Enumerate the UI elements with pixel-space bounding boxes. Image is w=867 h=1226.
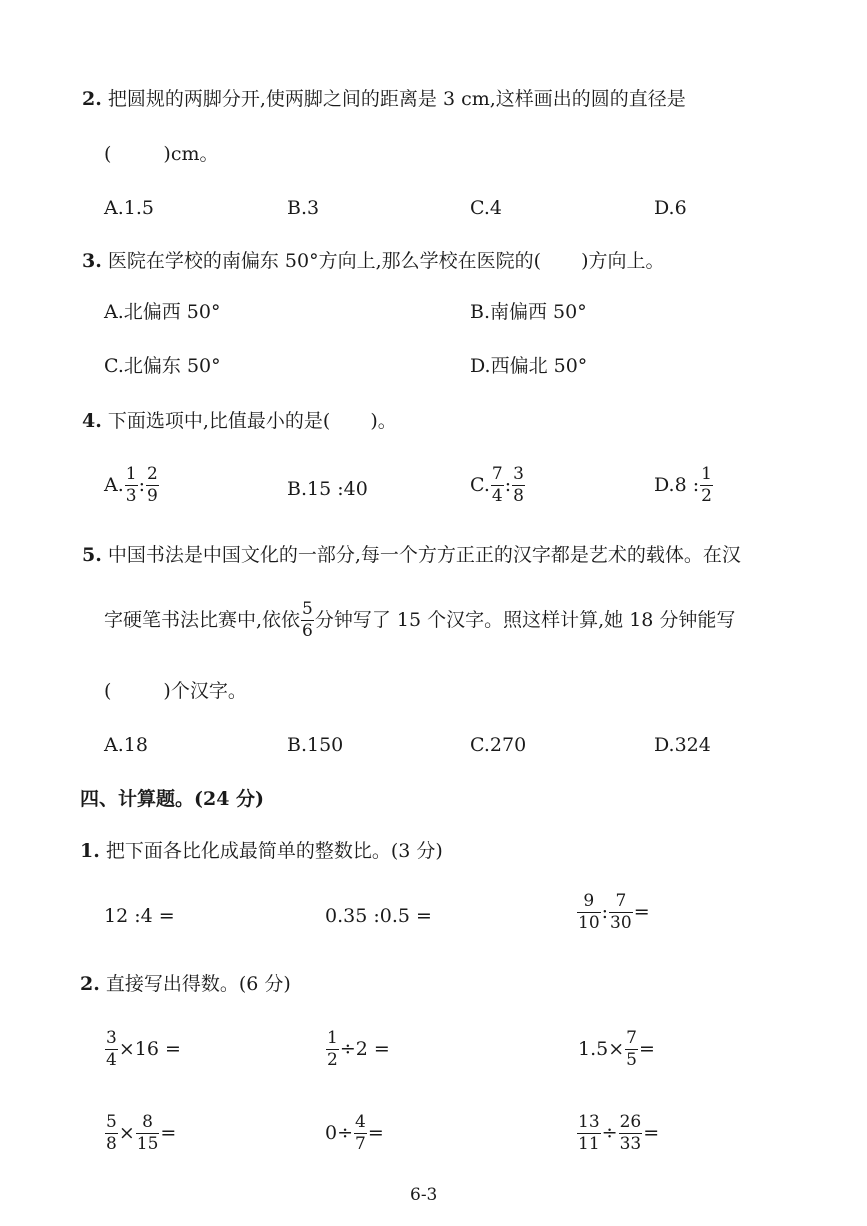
expression: 0÷ xyxy=(325,1121,354,1144)
question-text: 把下面各比化成最简单的整数比。(3 分) xyxy=(105,840,443,862)
option-d[interactable] xyxy=(654,466,714,506)
option-d[interactable]: D.6 xyxy=(654,197,687,219)
fraction: $\frac{3}{4}$ xyxy=(106,1028,117,1070)
operator: ÷ xyxy=(601,1121,618,1144)
question-2 xyxy=(82,90,686,109)
question-text: 把圆规的两脚分开,使两脚之间的距离是 3 cm,这样画出的圆的直径是 xyxy=(107,88,686,110)
fraction: $\frac{7}{5}$ xyxy=(626,1028,637,1070)
fraction: $\frac{13}{11}$ xyxy=(578,1112,600,1154)
calc-item[interactable] xyxy=(578,1030,655,1070)
fraction: $\frac{3}{8}$ xyxy=(513,464,524,506)
question-text: 字硬笔书法比赛中,依依 xyxy=(104,608,301,631)
question-number: 2. xyxy=(80,973,100,995)
fraction: $\frac{1}{3}$ xyxy=(125,464,137,506)
question-number: 4. xyxy=(82,410,102,432)
calc-item[interactable] xyxy=(104,1030,181,1070)
question-text: )方向上。 xyxy=(581,250,665,272)
equals: = xyxy=(160,1121,177,1144)
calc-item[interactable]: 0.35 :0.5 = xyxy=(325,905,432,927)
option-d[interactable]: D.西偏北 50° xyxy=(470,355,588,377)
option-label: A. xyxy=(104,473,124,496)
fraction: $\frac{5}{8}$ xyxy=(106,1112,117,1154)
expression: ×16 = xyxy=(118,1037,181,1060)
option-a[interactable]: A.1.5 xyxy=(104,197,154,219)
calc-item[interactable]: 12 :4 = xyxy=(104,905,175,927)
question-3 xyxy=(82,252,664,271)
option-label: D.8 : xyxy=(654,473,700,496)
fraction: $\frac{5}{6}$ xyxy=(302,599,313,641)
equals: = xyxy=(367,1121,384,1144)
expression: ÷2 = xyxy=(339,1037,390,1060)
colon: : xyxy=(601,900,609,923)
blank-open: ( xyxy=(104,143,112,165)
question-number: 1. xyxy=(80,840,100,862)
question-number: 5. xyxy=(82,544,102,566)
equals: = xyxy=(638,1037,655,1060)
calc-question-1 xyxy=(80,842,443,861)
question-text: 医院在学校的南偏东 50°方向上,那么学校在医院的( xyxy=(107,250,542,272)
option-b[interactable]: B.150 xyxy=(287,734,344,756)
question-text: 下面选项中,比值最小的是( xyxy=(107,410,331,432)
question-number: 3. xyxy=(82,250,102,272)
colon: : xyxy=(138,473,145,496)
question-5-line3 xyxy=(104,682,247,701)
question-number: 2. xyxy=(82,88,102,110)
option-b[interactable]: B.3 xyxy=(287,197,320,219)
calc-item[interactable] xyxy=(325,1030,390,1070)
option-b[interactable]: B.南偏西 50° xyxy=(470,301,587,323)
calc-item[interactable] xyxy=(576,1114,659,1154)
question-5 xyxy=(82,546,741,565)
option-c[interactable]: C.4 xyxy=(470,197,502,219)
fraction: $\frac{8}{15}$ xyxy=(136,1112,159,1154)
question-text: 分钟写了 15 个汉字。照这样计算,她 18 分钟能写 xyxy=(314,608,736,631)
fraction: $\frac{7}{30}$ xyxy=(610,891,632,933)
colon: : xyxy=(504,473,512,496)
expression: 1.5× xyxy=(578,1037,625,1060)
fraction: $\frac{7}{4}$ xyxy=(491,464,503,506)
option-c[interactable] xyxy=(470,466,526,506)
page-number: 6-3 xyxy=(410,1185,438,1205)
fraction: $\frac{2}{9}$ xyxy=(147,464,158,506)
equals: = xyxy=(643,1121,660,1144)
fraction: $\frac{1}{2}$ xyxy=(327,1028,338,1070)
option-b[interactable]: B.15 :40 xyxy=(287,478,368,500)
question-text: 直接写出得数。(6 分) xyxy=(105,973,291,995)
option-d[interactable]: D.324 xyxy=(654,734,711,756)
calc-item[interactable] xyxy=(576,893,650,933)
fraction: $\frac{26}{33}$ xyxy=(619,1112,642,1154)
calc-question-2 xyxy=(80,975,291,994)
question-text: )cm。 xyxy=(163,143,219,165)
calc-item[interactable] xyxy=(104,1114,176,1154)
question-4 xyxy=(82,412,397,431)
calc-item[interactable] xyxy=(325,1114,384,1154)
option-a[interactable]: A.18 xyxy=(104,734,148,756)
fraction: $\frac{4}{7}$ xyxy=(355,1112,366,1154)
blank-open: ( xyxy=(104,680,112,702)
option-c[interactable]: C.北偏东 50° xyxy=(104,355,221,377)
question-text: 中国书法是中国文化的一部分,每一个方方正正的汉字都是艺术的载体。在汉 xyxy=(107,544,741,566)
section-title: 四、计算题。(24 分) xyxy=(80,788,265,810)
option-c[interactable]: C.270 xyxy=(470,734,527,756)
fraction: $\frac{1}{2}$ xyxy=(701,464,712,506)
question-5-line2 xyxy=(104,601,735,641)
equals: = xyxy=(633,900,650,923)
fraction: $\frac{9}{10}$ xyxy=(578,891,600,933)
option-label: C. xyxy=(470,473,490,496)
question-2-line2 xyxy=(104,145,219,164)
question-text: )。 xyxy=(370,410,397,432)
operator: × xyxy=(118,1121,135,1144)
option-a[interactable] xyxy=(104,466,160,506)
option-a[interactable]: A.北偏西 50° xyxy=(104,301,221,323)
question-text: )个汉字。 xyxy=(163,680,247,702)
